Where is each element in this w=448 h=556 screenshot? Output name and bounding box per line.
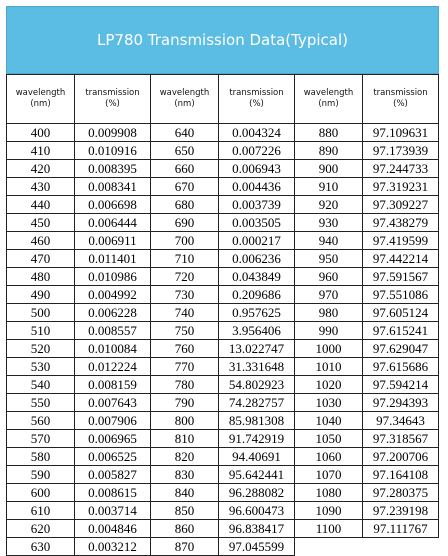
transmission-cell: 0.209686 [219,286,295,304]
wavelength-cell: 570 [7,430,75,448]
transmission-cell: 0.008341 [75,178,151,196]
transmission-cell: 97.109631 [363,124,439,142]
wavelength-cell: 1050 [295,430,363,448]
table-row [7,502,439,520]
wavelength-cell: 790 [151,394,219,412]
transmission-cell: 74.282757 [219,394,295,412]
wavelength-cell: 770 [151,358,219,376]
wavelength-cell: 580 [7,448,75,466]
wavelength-cell: 930 [295,214,363,232]
wavelength-cell: 1030 [295,394,363,412]
transmission-cell: 0.004992 [75,286,151,304]
transmission-cell: 96.600473 [219,502,295,520]
transmission-cell: 0.003505 [219,214,295,232]
transmission-cell: 95.642441 [219,466,295,484]
transmission-cell: 0.010986 [75,268,151,286]
table-row [7,178,439,196]
wavelength-cell: 620 [7,520,75,538]
transmission-cell: 0.008557 [75,322,151,340]
transmission-cell: 97.34643 [363,412,439,430]
wavelength-cell: 650 [151,142,219,160]
wavelength-cell: 450 [7,214,75,232]
wavelength-cell: 670 [151,178,219,196]
transmission-cell: 0.011401 [75,250,151,268]
transmission-cell: 97.594214 [363,376,439,394]
table-row [7,520,439,538]
wavelength-cell: 840 [151,484,219,502]
wavelength-cell: 430 [7,178,75,196]
wavelength-cell: 1000 [295,340,363,358]
wavelength-cell: 800 [151,412,219,430]
transmission-cell: 0.012224 [75,358,151,376]
transmission-cell: 97.591567 [363,268,439,286]
wavelength-cell: 460 [7,232,75,250]
transmission-cell: 97.294393 [363,394,439,412]
empty-cell [363,538,439,556]
wavelength-cell: 890 [295,142,363,160]
wavelength-cell: 820 [151,448,219,466]
wavelength-cell: 540 [7,376,75,394]
wavelength-cell: 900 [295,160,363,178]
table-row [7,430,439,448]
table-row [7,232,439,250]
wavelength-cell: 410 [7,142,75,160]
table-row [7,538,439,556]
wavelength-cell: 1060 [295,448,363,466]
wavelength-cell: 880 [295,124,363,142]
transmission-cell: 97.615686 [363,358,439,376]
wavelength-cell: 990 [295,322,363,340]
transmission-cell: 0.007226 [219,142,295,160]
transmission-header: transmission (%) [75,75,151,124]
table-row [7,448,439,466]
table-row [7,358,439,376]
transmission-cell: 94.40691 [219,448,295,466]
transmission-cell: 97.239198 [363,502,439,520]
transmission-cell: 0.006943 [219,160,295,178]
transmission-cell: 97.419599 [363,232,439,250]
wavelength-cell: 470 [7,250,75,268]
table-row [7,268,439,286]
transmission-cell: 13.022747 [219,340,295,358]
wavelength-cell: 660 [151,160,219,178]
wavelength-cell: 960 [295,268,363,286]
wavelength-cell: 700 [151,232,219,250]
wavelength-cell: 510 [7,322,75,340]
transmission-cell: 0.003714 [75,502,151,520]
table-row [7,214,439,232]
transmission-cell: 97.280375 [363,484,439,502]
wavelength-cell: 910 [295,178,363,196]
wavelength-cell: 830 [151,466,219,484]
wavelength-cell: 730 [151,286,219,304]
transmission-cell: 97.045599 [219,538,295,556]
transmission-cell: 97.244733 [363,160,439,178]
wavelength-cell: 1100 [295,520,363,538]
wavelength-cell: 970 [295,286,363,304]
wavelength-cell: 680 [151,196,219,214]
table-row [7,286,439,304]
wavelength-cell: 520 [7,340,75,358]
table-body [7,124,439,556]
header-row [7,75,439,124]
transmission-cell: 0.010916 [75,142,151,160]
wavelength-cell: 780 [151,376,219,394]
transmission-cell: 0.006965 [75,430,151,448]
table-row [7,142,439,160]
wavelength-cell: 740 [151,304,219,322]
wavelength-cell: 610 [7,502,75,520]
transmission-cell: 0.006911 [75,232,151,250]
wavelength-cell: 440 [7,196,75,214]
transmission-cell: 0.006525 [75,448,151,466]
table-title: LP780 Transmission Data(Typical) [6,6,439,74]
wavelength-cell: 600 [7,484,75,502]
table-row [7,394,439,412]
wavelength-cell: 810 [151,430,219,448]
wavelength-cell: 720 [151,268,219,286]
table-row [7,304,439,322]
transmission-cell: 0.008615 [75,484,151,502]
wavelength-cell: 690 [151,214,219,232]
transmission-cell: 0.004324 [219,124,295,142]
table-row [7,124,439,142]
transmission-cell: 85.981308 [219,412,295,430]
transmission-cell: 0.007643 [75,394,151,412]
table-row [7,466,439,484]
wavelength-cell: 590 [7,466,75,484]
table-row [7,484,439,502]
transmission-cell: 0.010084 [75,340,151,358]
transmission-cell: 0.006698 [75,196,151,214]
wavelength-cell: 550 [7,394,75,412]
transmission-cell: 3.956406 [219,322,295,340]
table-row [7,412,439,430]
transmission-cell: 97.318567 [363,430,439,448]
transmission-cell: 97.605124 [363,304,439,322]
transmission-cell: 0.006236 [219,250,295,268]
transmission-cell: 96.288082 [219,484,295,502]
empty-cell [295,538,363,556]
transmission-cell: 0.005827 [75,466,151,484]
table-row [7,250,439,268]
wavelength-cell: 530 [7,358,75,376]
transmission-cell: 0.006228 [75,304,151,322]
transmission-cell: 97.551086 [363,286,439,304]
table-row [7,196,439,214]
transmission-cell: 91.742919 [219,430,295,448]
wavelength-cell: 750 [151,322,219,340]
transmission-header: transmission (%) [363,75,439,124]
transmission-cell: 31.331648 [219,358,295,376]
wavelength-cell: 400 [7,124,75,142]
wavelength-cell: 1010 [295,358,363,376]
transmission-header: transmission (%) [219,75,295,124]
transmission-cell: 0.000217 [219,232,295,250]
wavelength-cell: 640 [151,124,219,142]
transmission-cell: 97.111767 [363,520,439,538]
wavelength-cell: 870 [151,538,219,556]
transmission-cell: 97.615241 [363,322,439,340]
transmission-table [6,74,439,556]
wavelength-cell: 1070 [295,466,363,484]
transmission-data-sheet [6,6,439,556]
table-row [7,160,439,178]
transmission-cell: 0.007906 [75,412,151,430]
wavelength-cell: 1080 [295,484,363,502]
wavelength-cell: 1090 [295,502,363,520]
transmission-cell: 97.309227 [363,196,439,214]
wavelength-cell: 1020 [295,376,363,394]
transmission-cell: 0.008395 [75,160,151,178]
table-row [7,322,439,340]
wavelength-cell: 940 [295,232,363,250]
wavelength-cell: 420 [7,160,75,178]
wavelength-header: wavelength (nm) [295,75,363,124]
table-row [7,340,439,358]
wavelength-cell: 560 [7,412,75,430]
transmission-cell: 0.008159 [75,376,151,394]
wavelength-cell: 490 [7,286,75,304]
wavelength-cell: 500 [7,304,75,322]
transmission-cell: 0.004436 [219,178,295,196]
table-row [7,376,439,394]
wavelength-header: wavelength (nm) [151,75,219,124]
wavelength-cell: 850 [151,502,219,520]
transmission-cell: 97.200706 [363,448,439,466]
wavelength-cell: 630 [7,538,75,556]
transmission-cell: 97.319231 [363,178,439,196]
transmission-cell: 97.438279 [363,214,439,232]
transmission-cell: 0.003739 [219,196,295,214]
transmission-cell: 97.629047 [363,340,439,358]
transmission-cell: 54.802923 [219,376,295,394]
transmission-cell: 96.838417 [219,520,295,538]
transmission-cell: 97.173939 [363,142,439,160]
wavelength-cell: 1040 [295,412,363,430]
transmission-cell: 0.006444 [75,214,151,232]
wavelength-cell: 860 [151,520,219,538]
wavelength-cell: 950 [295,250,363,268]
transmission-cell: 97.164108 [363,466,439,484]
wavelength-cell: 980 [295,304,363,322]
transmission-cell: 0.009908 [75,124,151,142]
wavelength-header: wavelength (nm) [7,75,75,124]
wavelength-cell: 760 [151,340,219,358]
transmission-cell: 0.004846 [75,520,151,538]
transmission-cell: 0.043849 [219,268,295,286]
wavelength-cell: 480 [7,268,75,286]
transmission-cell: 0.957625 [219,304,295,322]
wavelength-cell: 920 [295,196,363,214]
transmission-cell: 97.442214 [363,250,439,268]
transmission-cell: 0.003212 [75,538,151,556]
wavelength-cell: 710 [151,250,219,268]
